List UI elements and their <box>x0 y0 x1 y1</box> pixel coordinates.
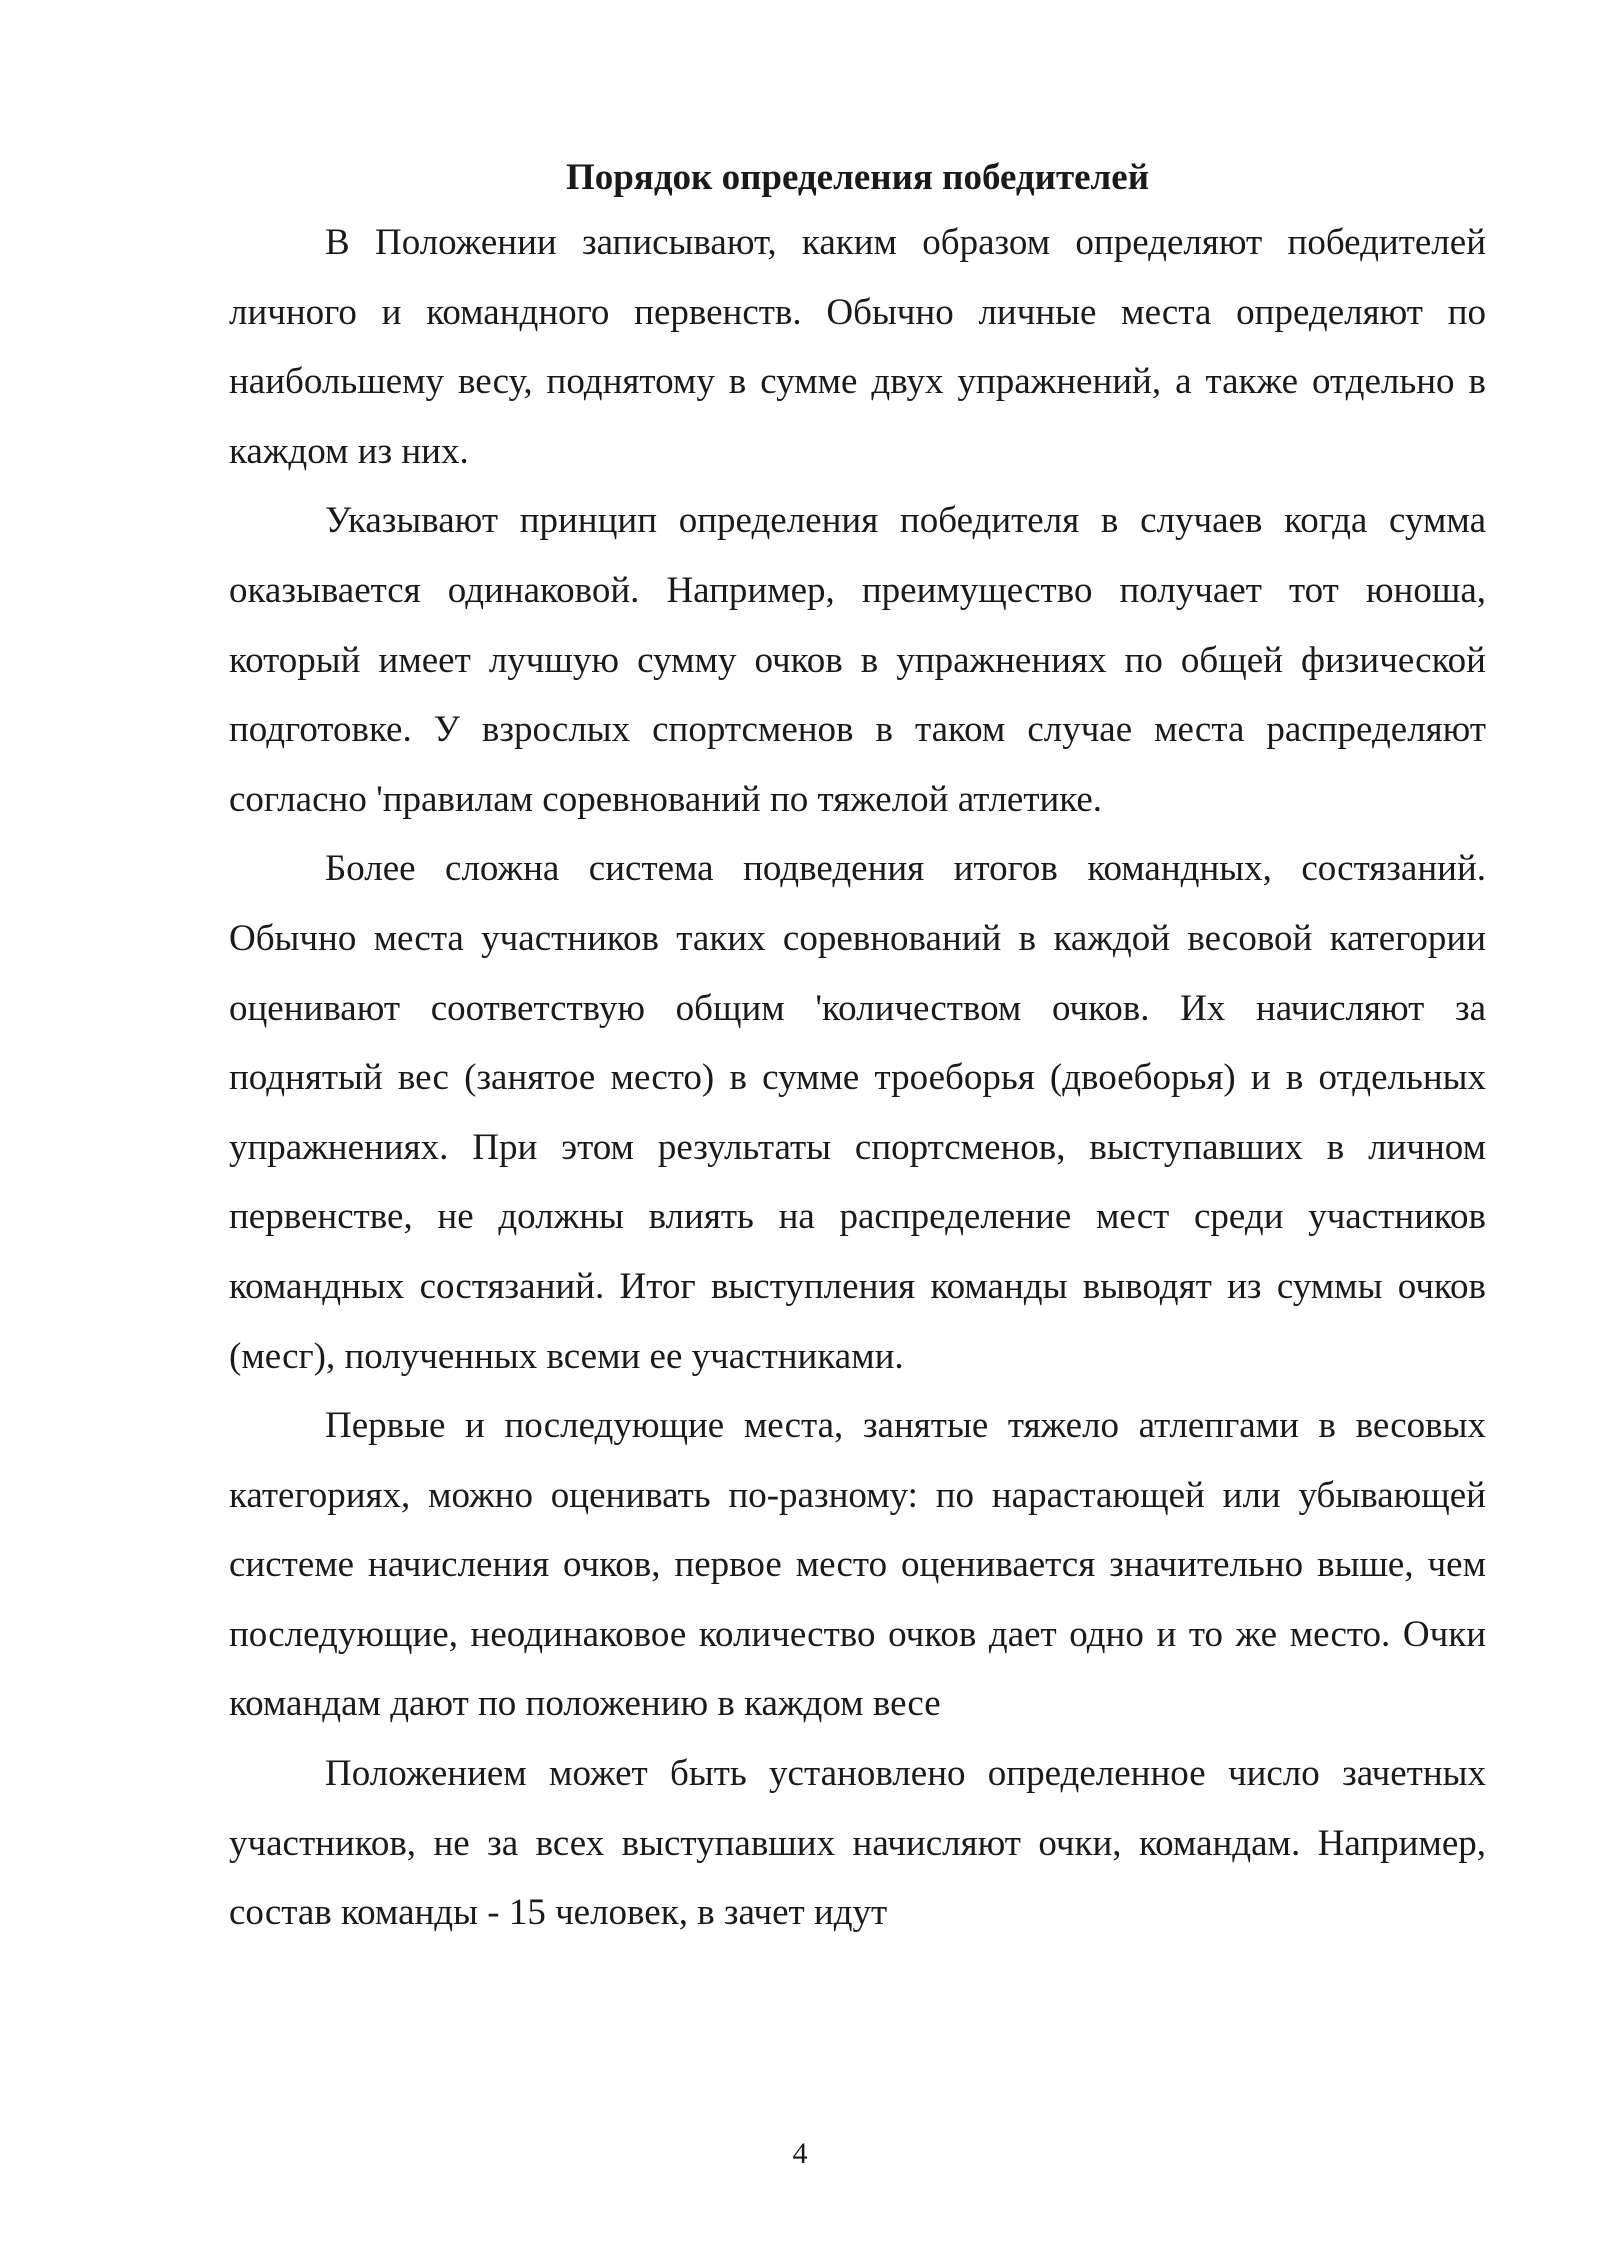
paragraph: Первые и последующие места, занятые тяжело атлепгами в весовых категориях, можно оценивать по-разному: по нарастающей или убывающей системе начисления очков, первое место оценивается значительно выше, чем последующие, неодинаковое количество очков дает одно и то же место. Очки командам дают по положению в каждом весе <box>229 1405 1486 1725</box>
section-title: Порядок определения победителей <box>565 157 1150 198</box>
paragraph: Указывают принцип определения победителя в случаев когда сумма оказывается одинаковой. Например, преимущество получает тот юноша, который имеет лучшую сумму очков в упражнениях по общей физической подготовке. У взрослых спортсменов в таком случае места распределяют согласно 'правилам соревнований по тяжелой атлетике. <box>229 500 1486 820</box>
paragraph: В Положении записывают, каким образом определяют победителей личного и командного первенств. Обычно личные места определяют по наибольшему весу, поднятому в сумме двух упражнений, а также отдельно в каждом из них. <box>229 222 1486 472</box>
paragraph: Более сложна система подведения итогов командных, состязаний. Обычно места участников таких соревнований в каждой весовой категории оценивают соответствую общим 'количеством очков. Их начисляют за поднятый вес (занятое место) в сумме троеборья (двоеборья) и в отдельных упражнениях. При этом результаты спортсменов, выступавших в личном первенстве, не должны влиять на распределение мест среди участников командных состязаний. Итог выступления команды выводят из суммы очков (месг), полученных всеми ее участниками. <box>229 848 1486 1377</box>
page-number: 4 <box>792 2137 808 2170</box>
page-content <box>229 148 1486 1948</box>
paragraph: Положением может быть установлено определенное число зачетных участников, не за всех выступавших начисляют очки, командам. Например, состав команды - 15 человек, в зачет идут <box>229 1753 1486 1934</box>
